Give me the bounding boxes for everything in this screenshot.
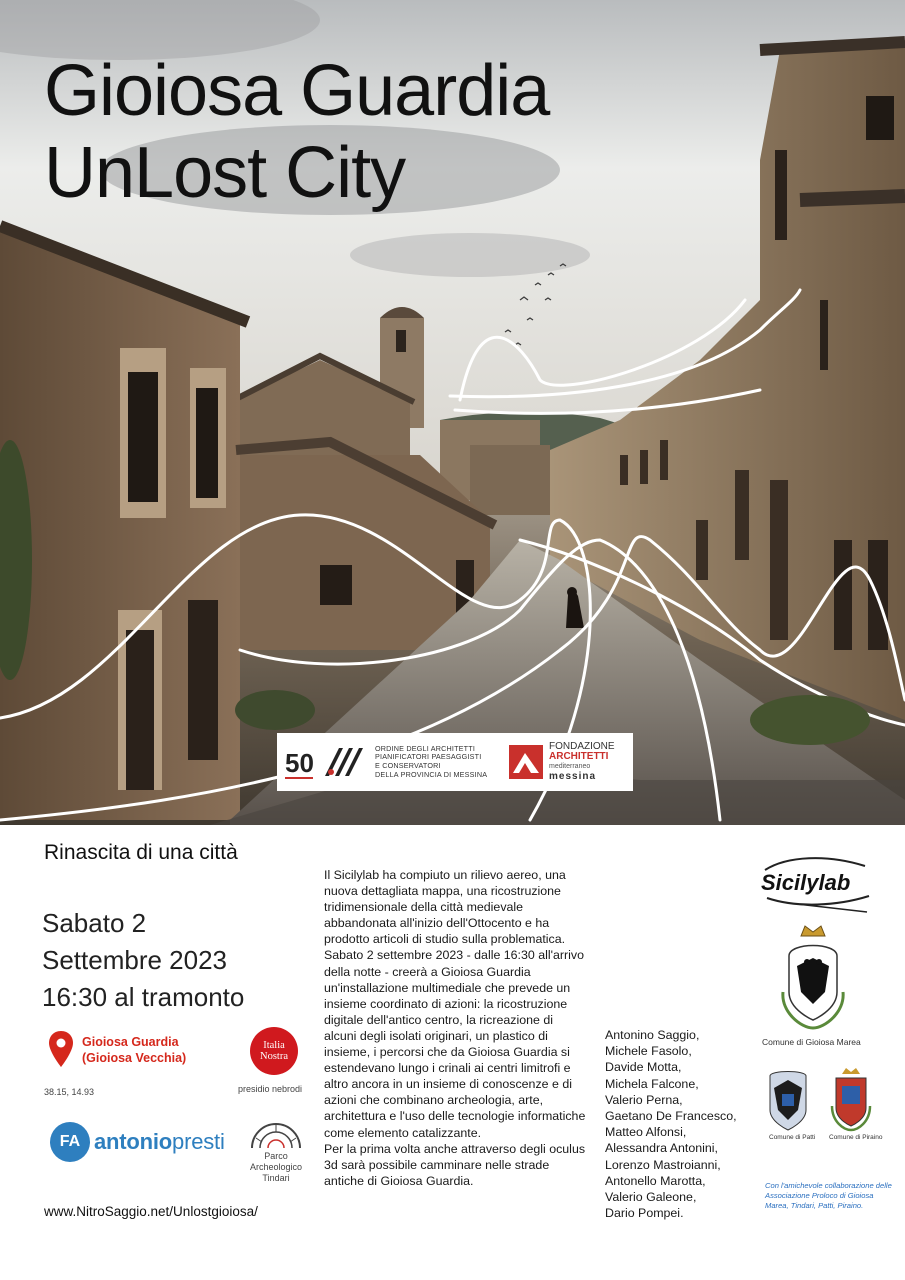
- location-line-1: Gioiosa Guardia: [82, 1035, 179, 1049]
- fondazione-logo-icon: [509, 745, 543, 779]
- ordine-line-1: ORDINE DEGLI ARCHITETTI: [375, 743, 476, 753]
- location-coordinates: 38.15, 14.93: [44, 1087, 95, 1097]
- team-member: Lorenzo Mastroianni,: [605, 1157, 721, 1172]
- fondazione-line-2: ARCHITETTI: [549, 751, 609, 762]
- map-pin-icon: [48, 1030, 74, 1068]
- date-line-2: Settembre 2023: [42, 945, 228, 975]
- antoniopresti-logo: [50, 1122, 225, 1162]
- parco-line-1: Parco: [264, 1151, 288, 1161]
- fondazione-line-4: messina: [549, 771, 597, 782]
- team-member: Antonino Saggio,: [605, 1028, 700, 1042]
- team-member: Valerio Perna,: [605, 1092, 683, 1107]
- gioiosa-marea-label: Comune di Gioiosa Marea: [762, 1037, 861, 1047]
- event-date: [42, 905, 244, 1016]
- team-member: Michele Fasolo,: [605, 1044, 692, 1059]
- team-member: Dario Pompei.: [605, 1206, 684, 1221]
- fondazione-line-3: mediterraneo: [549, 763, 591, 770]
- gioiosa-marea-crest-icon: [775, 922, 851, 1034]
- title-line-1: Gioiosa Guardia: [44, 51, 550, 131]
- patti-crest-icon: [764, 1066, 812, 1132]
- piraino-label: Comune di Piraino: [829, 1134, 883, 1141]
- parco-archeologico-logo: [244, 1120, 308, 1184]
- location-name: [82, 1030, 186, 1066]
- team-list: [605, 1027, 737, 1221]
- ordine-line-4: DELLA PROVINCIA DI MESSINA: [375, 769, 488, 779]
- event-description: [324, 867, 586, 1189]
- presti-text: presti: [172, 1129, 225, 1154]
- title-line-2: UnLost City: [44, 133, 406, 213]
- team-member: Davide Motta,: [605, 1060, 682, 1075]
- location-link[interactable]: [48, 1030, 186, 1068]
- theater-arch-icon: [248, 1120, 304, 1150]
- piraino-crest-icon: [830, 1066, 872, 1132]
- fondazione-architetti-text: [549, 742, 615, 782]
- website-link[interactable]: www.NitroSaggio.net/Unlostgioiosa/: [44, 1204, 258, 1219]
- fifty-badge-icon: [283, 742, 315, 782]
- team-member: Valerio Galeone,: [605, 1190, 697, 1205]
- collaboration-credits: Con l'amichevole collaborazione delle Associazione Proloco di Gioiosa Marea, Tindari, Patti, Piraino.: [765, 1181, 892, 1210]
- italia-nostra-line-2: Nostra: [260, 1051, 288, 1062]
- italia-nostra-line-1: Italia: [263, 1040, 285, 1051]
- location-line-2: (Gioiosa Vecchia): [82, 1051, 187, 1065]
- svg-text:50: 50: [285, 748, 314, 778]
- fondazione-line-1: FONDAZIONE: [549, 741, 615, 752]
- team-member: Antonello Marotta,: [605, 1173, 706, 1188]
- team-member: Alessandra Antonini,: [605, 1141, 718, 1156]
- parco-label: [244, 1151, 308, 1184]
- ordine-line-2: PIANIFICATORI PAESAGGISTI: [375, 752, 482, 762]
- italia-nostra-logo: [250, 1027, 298, 1075]
- parco-line-2: Archeologico: [249, 1162, 303, 1172]
- svg-text:Sicilylab: Sicilylab: [761, 870, 851, 895]
- poster-title: [44, 50, 549, 214]
- description-paragraph-2: Per la prima volta anche attraverso degli oculus 3d sarà possibile camminare nelle strade antiche di Gioiosa Guardia.: [324, 1141, 586, 1188]
- date-line-3: 16:30 al tramonto: [42, 982, 245, 1012]
- ordine-architetti-text: [375, 745, 503, 779]
- team-member: Matteo Alfonsi,: [605, 1125, 687, 1140]
- description-paragraph-1: Il Sicilylab ha compiuto un rilievo aereo, una nuova dettagliata mappa, una ricostruzione tridimensionale della città medievale abbandonata all'inizio dell'Ottocento e ha prodotto articoli di studio sulla problematica. Sabato 2 settembre 2023 - dalle 16:30 all'arrivo della notte - creerà a Gioiosa Guardia un'installazione multimediale che prevede un insieme coordinato di azioni: la ricostruzione digitale dell'antico centro, la ricreazione di alcuni degli isolati originari, un plastico di insieme, i percorsi che da Gioiosa Guardia si estendevano lungo i crinali ai centri limitrofi e altro ancora in un insieme di conoscenze e di azioni che combinano archeologia, arte, architettura e l'uso delle tecnologie informatiche come elemento catalizzante.: [324, 868, 586, 1140]
- parco-line-3: Tindari: [262, 1173, 290, 1183]
- date-line-1: Sabato 2: [42, 908, 147, 938]
- antoniopresti-wordmark: [94, 1129, 225, 1155]
- ordine-architetti-logo-icon: [321, 742, 369, 782]
- ordine-line-3: E CONSERVATORI: [375, 761, 441, 770]
- anniversary-50-logo: [283, 742, 315, 782]
- antonio-bold: antonio: [94, 1129, 173, 1154]
- team-member: Gaetano De Francesco,: [605, 1109, 737, 1124]
- team-member: Michela Falcone,: [605, 1076, 699, 1091]
- sicilylab-logo: [757, 850, 875, 916]
- fa-circle-icon: FA: [50, 1122, 90, 1162]
- patti-label: Comune di Patti: [769, 1134, 816, 1141]
- poster-subtitle: Rinascita di una città: [44, 841, 238, 864]
- organizer-logos: [277, 733, 633, 791]
- presidio-label: presidio nebrodi: [238, 1084, 303, 1094]
